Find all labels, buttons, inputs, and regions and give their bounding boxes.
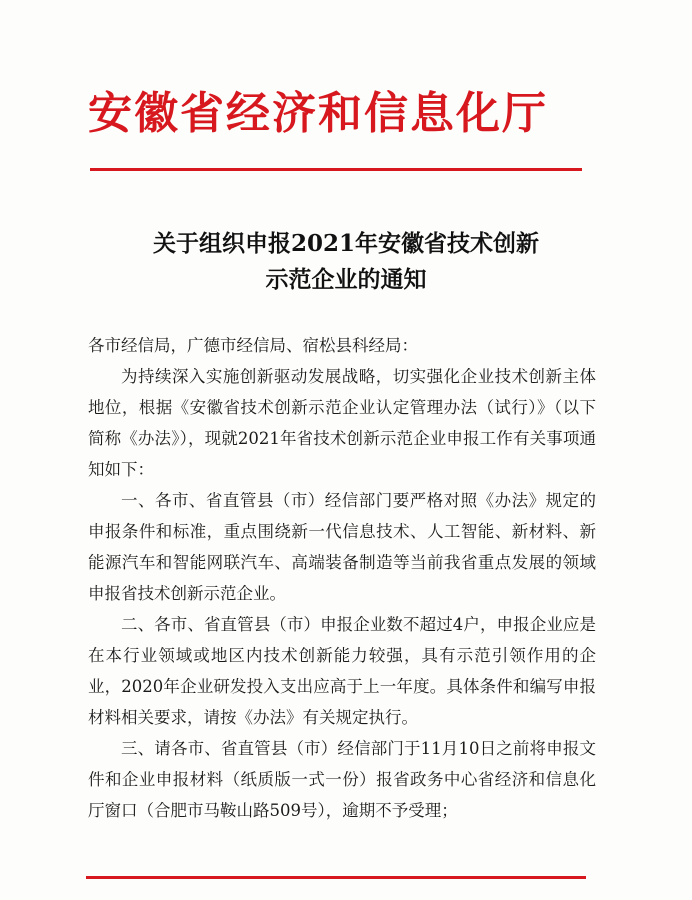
paragraph-item-1: 一、各市、省直管县（市）经信部门要严格对照《办法》规定的申报条件和标准，重点围绕新一代信息技术、人工智能、新材料、新能源汽车和智能网联汽车、高端装备制造等当前我省重点发展的领域申报省技术创新示范企业。 bbox=[88, 491, 596, 603]
document-title-line-2: 示范企业的通知 bbox=[265, 266, 427, 293]
red-rule-bottom bbox=[86, 876, 586, 879]
red-rule-top bbox=[90, 168, 582, 171]
document-title bbox=[100, 226, 592, 298]
masthead-title: 安徽省经济和信息化厅 bbox=[88, 88, 548, 139]
document-body bbox=[88, 330, 596, 826]
paragraph-item-2: 二、各市、省直管县（市）申报企业数不超过4户，申报企业应是在本行业领域或地区内技术创新能力较强，具有示范引领作用的企业，2020年企业研发投入支出应高于上一年度。具体条件和编写申报材料相关要求，请按《办法》有关规定执行。 bbox=[88, 615, 596, 727]
document-title-line-1: 关于组织申报2021年安徽省技术创新 bbox=[152, 230, 539, 257]
paragraph-intro: 为持续深入实施创新驱动发展战略，切实强化企业技术创新主体地位，根据《安徽省技术创新示范企业认定管理办法（试行）》（以下简称《办法》），现就2021年省技术创新示范企业申报工作有关事项通知如下： bbox=[88, 367, 596, 479]
salutation: 各市经信局，广德市经信局、宿松县科经局： bbox=[88, 336, 418, 355]
paragraph-item-3: 三、请各市、省直管县（市）经信部门于11月10日之前将申报文件和企业申报材料（纸质版一式一份）报省政务中心省经济和信息化厅窗口（合肥市马鞍山路509号），逾期不予受理； bbox=[88, 739, 596, 820]
